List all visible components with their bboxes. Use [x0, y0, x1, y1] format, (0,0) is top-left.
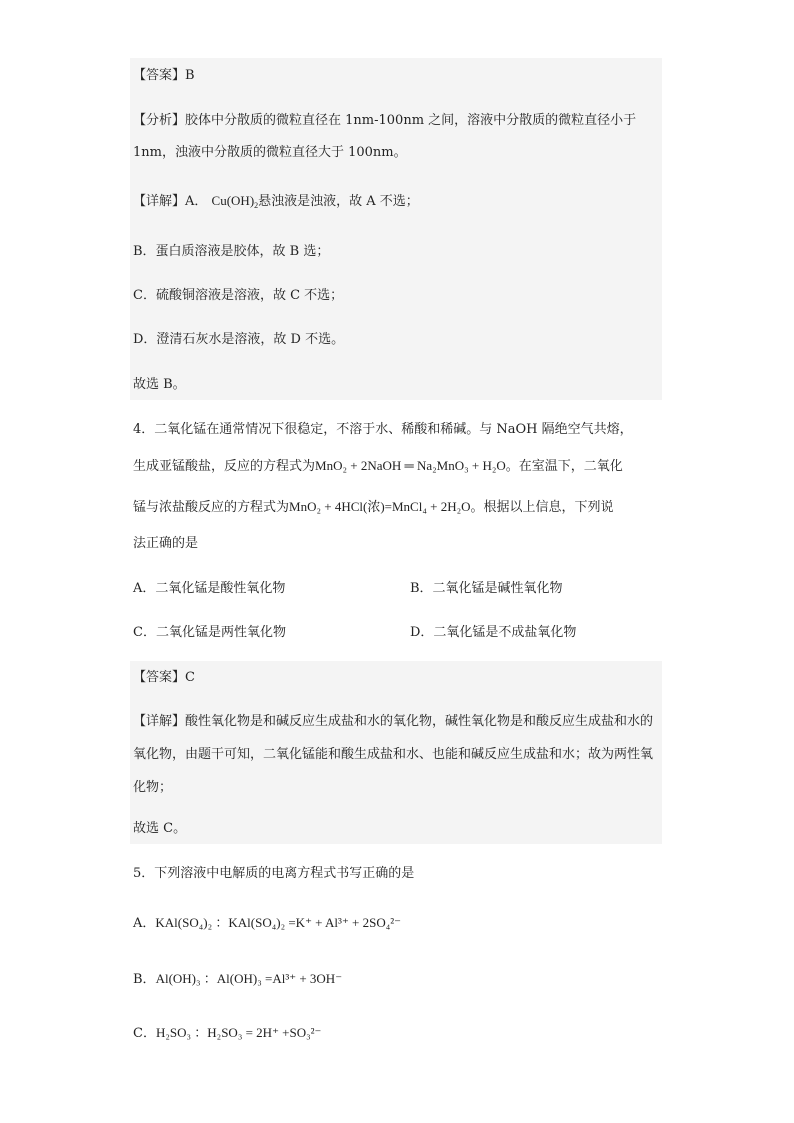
detail-line-a — [133, 192, 419, 215]
q4-option-c[interactable]: C．二氧化锰是两性氧化物 — [133, 625, 286, 640]
analysis-line-1 — [133, 112, 636, 130]
answer-value: C — [185, 670, 195, 685]
conclusion-q3: 故选 B。 — [133, 377, 186, 392]
formula-cu-oh2: $Cu(OH)_2$ — [211, 193, 259, 210]
detail-text: 酸性氧化物是和碱反应生成盐和水的氧化物，碱性氧化物是和酸反应生成盐和水的氧化物，由题干可知，二氧化锰能和酸生成盐和水、也能和碱反应生成盐和水；故为两性氧化物； — [133, 714, 654, 795]
analysis-tag: 【分析】 — [133, 113, 186, 128]
q5-option-c-label: C． — [133, 1026, 156, 1041]
detail-line-c: C．硫酸铜溶液是溶液，故 C 不选； — [133, 288, 344, 303]
q5-option-c-formula: H₂SO₃ ：H₂SO₃ = 2H⁺ +SO₃²⁻ — [155, 1025, 322, 1040]
detail-a-prefix: A． — [185, 194, 208, 209]
detail-a-rest: 悬浊液是浊液，故 A 不选； — [258, 194, 419, 209]
q5-option-a[interactable] — [133, 914, 401, 933]
q5-option-b-label: B． — [133, 972, 156, 987]
q5-option-a-formula: KAl(SO₄)₂ ：KAl(SO₄)₂ =K⁺ + Al³⁺ + 2SO₄²⁻ — [155, 915, 402, 930]
detail-line-d: D．澄清石灰水是溶液，故 D 不选。 — [133, 332, 345, 347]
conclusion-q4: 故选 C。 — [133, 821, 187, 836]
answer-tag: 【答案】 — [133, 68, 186, 83]
q4-stem-line-4: 法正确的是 — [133, 536, 199, 551]
q4-stem-2a: 生成亚锰酸盐，反应的方程式为 — [133, 459, 316, 474]
analysis-text-1: 胶体中分散质的微粒直径在 1nm-100nm 之间，溶液中分散质的微粒直径小于 — [185, 113, 637, 128]
q5-option-a-label: A． — [133, 916, 156, 931]
q4-stem-3b: 。根据以上信息，下列说 — [470, 500, 614, 515]
equation-mno2-naoh: MnO₂ + 2NaOH ═ Na₂MnO₃ + H₂O — [315, 458, 506, 473]
answer-line-q3 — [133, 67, 195, 85]
analysis-line-2: 1nm，浊液中分散质的微粒直径大于 100nm。 — [133, 145, 407, 160]
answer-tag: 【答案】 — [133, 670, 186, 685]
detail-paragraph-q4 — [133, 705, 661, 804]
q4-stem-3a: 锰与浓盐酸反应的方程式为 — [133, 500, 290, 515]
q5-option-b-formula: Al(OH)₃ ：Al(OH)₃ =Al³⁺ + 3OH⁻ — [155, 971, 343, 986]
q4-stem-line-1: 4．二氧化锰在通常情况下很稳定，不溶于水、稀酸和稀碱。与 NaOH 隔绝空气共熔， — [133, 422, 633, 437]
q4-option-d[interactable]: D．二氧化锰是不成盐氧化物 — [410, 625, 577, 640]
q4-option-b[interactable]: B．二氧化锰是碱性氧化物 — [410, 581, 563, 596]
q5-option-b[interactable] — [133, 970, 342, 989]
equation-mno2-hcl: MnO₂ + 4HCl(浓)=MnCl₄ + 2H₂O — [289, 499, 471, 514]
answer-line-q4 — [133, 669, 195, 687]
detail-tag: 【详解】 — [133, 194, 186, 209]
q4-option-a[interactable]: A．二氧化锰是酸性氧化物 — [133, 581, 286, 596]
answer-value: B — [185, 68, 195, 83]
q5-option-c[interactable] — [133, 1024, 321, 1043]
detail-line-b: B．蛋白质溶液是胶体，故 B 选； — [133, 244, 330, 259]
q5-stem: 5．下列溶液中电解质的电离方程式书写正确的是 — [133, 866, 415, 881]
detail-tag: 【详解】 — [133, 714, 186, 729]
q4-stem-2b: 。在室温下，二氧化 — [505, 459, 623, 474]
q4-stem-line-2 — [133, 457, 623, 476]
q4-stem-line-3 — [133, 498, 614, 517]
